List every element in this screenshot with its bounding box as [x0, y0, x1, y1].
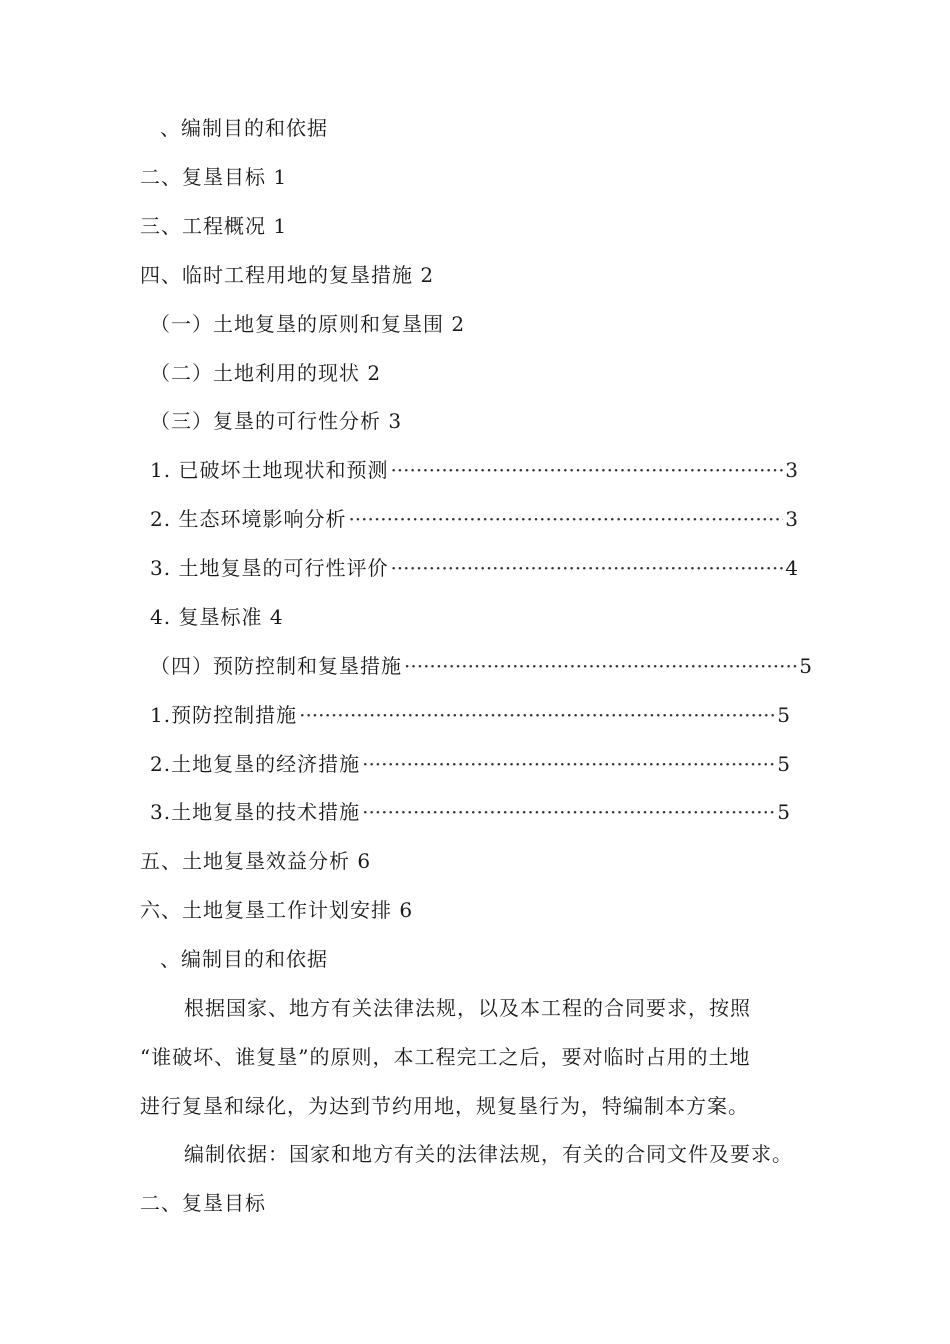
toc-leader [299, 701, 775, 729]
section-heading: 、编制目的和依据 [160, 947, 328, 971]
toc-item-14[interactable]: 2.土地复垦的经济措施 ····· 5 [150, 750, 790, 778]
toc-item-15[interactable]: 3.土地复垦的技术措施 ····· 5 [150, 798, 790, 826]
toc-item-17[interactable]: 六、土地复垦工作计划安排 6 [140, 898, 414, 922]
toc-item-4[interactable]: 四、临时工程用地的复垦措施 2 [140, 263, 435, 287]
paragraph-line: 根据国家、地方有关法律法规，以及本工程的合同要求，按照 [184, 996, 751, 1020]
toc-leader [404, 652, 797, 680]
toc-item-1[interactable]: 、编制目的和依据 [160, 116, 328, 140]
toc-item-9[interactable]: 2. 生态环境影响分析 ····· 3 [150, 505, 798, 533]
toc-item-11[interactable]: 4. 复垦标准 4 [150, 605, 284, 629]
toc-item-8[interactable]: 1. 已破坏土地现状和预测 ····· 3 [150, 456, 798, 484]
toc-item-2[interactable]: 二、复垦目标 1 [140, 165, 288, 189]
toc-item-10[interactable]: 3. 土地复垦的可行性评价 ····· 4 [150, 554, 798, 582]
toc-item-6[interactable]: （二）土地利用的现状 2 [150, 361, 382, 385]
paragraph-line: 进行复垦和绿化，为达到节约用地，规复垦行为，特编制本方案。 [140, 1094, 749, 1118]
toc-item-12[interactable]: （四）预防控制和复垦措施 ····· 5 [150, 652, 812, 680]
toc-item-3[interactable]: 三、工程概况 1 [140, 214, 288, 238]
paragraph-line: “谁破坏、谁复垦”的原则，本工程完工之后，要对临时占用的土地 [140, 1045, 751, 1069]
toc-item-7[interactable]: （三）复垦的可行性分析 3 [150, 409, 403, 433]
toc-leader [362, 798, 775, 826]
toc-leader [348, 505, 783, 533]
toc-leader [390, 456, 783, 484]
toc-item-16[interactable]: 五、土地复垦效益分析 6 [140, 849, 372, 873]
toc-leader [390, 554, 783, 582]
toc-leader [362, 750, 775, 778]
paragraph: 编制依据：国家和地方有关的法律法规，有关的合同文件及要求。 [184, 1142, 793, 1166]
section-heading: 二、复垦目标 [140, 1191, 266, 1215]
toc-item-13[interactable]: 1.预防控制措施 ····· 5 [150, 701, 790, 729]
toc-item-5[interactable]: （一）土地复垦的原则和复垦围 2 [150, 312, 466, 336]
